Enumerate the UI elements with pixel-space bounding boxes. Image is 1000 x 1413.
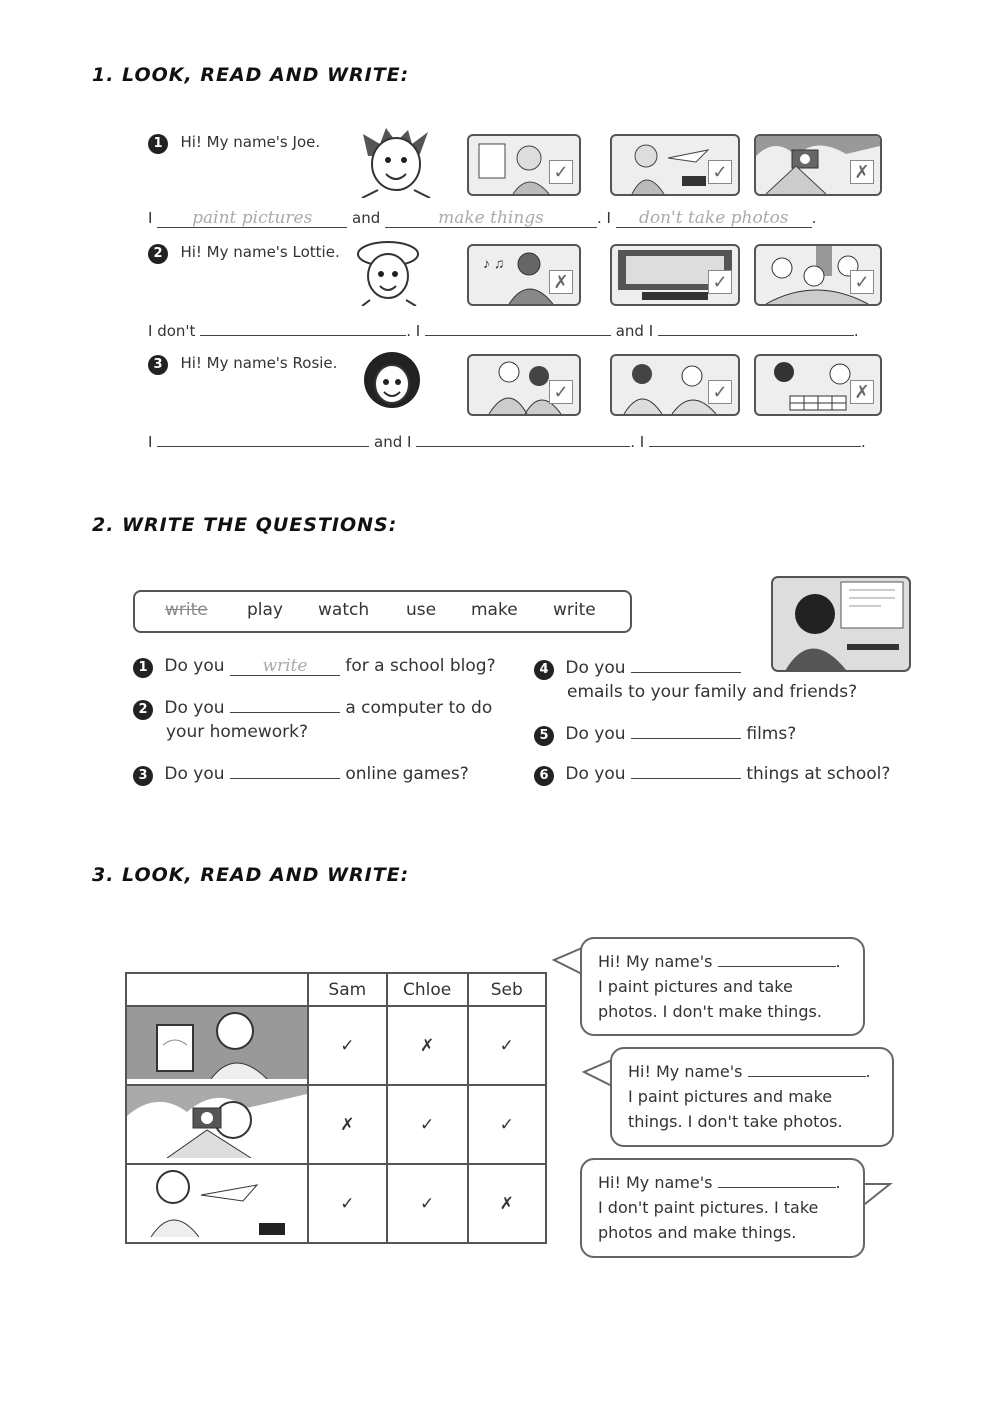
table-header-sam: Sam <box>308 973 387 1006</box>
section-3-heading: 3. LOOK, READ AND WRITE: <box>92 864 410 886</box>
question-5: 5 Do you films? <box>534 722 796 746</box>
picture-making <box>610 134 740 196</box>
answer-blank[interactable] <box>649 430 861 447</box>
table-cell: ✓ <box>308 1164 387 1243</box>
check-mark: ✓ <box>708 270 732 294</box>
question-6: 6 Do you things at school? <box>534 762 890 786</box>
activity-table <box>125 972 547 1244</box>
cross-mark: ✗ <box>850 380 874 404</box>
answer-blank[interactable] <box>416 430 630 447</box>
name-blank[interactable] <box>748 1062 866 1077</box>
section-1-heading: 1. LOOK, READ AND WRITE: <box>92 64 410 86</box>
word-box-word: watch <box>318 600 370 620</box>
sentence-3: I and I . I . <box>148 430 866 451</box>
name-blank[interactable] <box>718 1173 836 1188</box>
activity-painting-picture <box>126 1006 308 1085</box>
word-box-word: play <box>247 600 283 620</box>
name-blank[interactable] <box>718 952 836 967</box>
question-1: 1 Do you write for a school blog? <box>133 656 496 678</box>
table-cell: ✓ <box>468 1006 546 1085</box>
answer-blank[interactable] <box>631 722 741 739</box>
answer-blank[interactable] <box>200 319 406 336</box>
table-cell: ✗ <box>308 1085 387 1164</box>
table-cell: ✓ <box>387 1085 468 1164</box>
answer-paint-pictures[interactable]: paint pictures <box>157 209 347 228</box>
question-4: 4 Do you <box>534 656 741 680</box>
picture-tv <box>610 244 740 306</box>
exercise-1-item-2 <box>148 243 340 264</box>
computer-user-illustration <box>771 576 911 672</box>
table-cell: ✗ <box>387 1006 468 1085</box>
word-box-word: use <box>406 600 437 620</box>
answer-blank[interactable] <box>425 319 611 336</box>
question-number: 1 <box>133 658 153 678</box>
item-number: 2 <box>148 244 168 264</box>
table-header-chloe: Chloe <box>387 973 468 1006</box>
item-intro: Hi! My name's Rosie. <box>180 354 338 372</box>
item-number: 3 <box>148 355 168 375</box>
check-mark: ✓ <box>708 380 732 404</box>
word-box <box>133 590 632 633</box>
exercise-1-item-1 <box>148 133 320 154</box>
check-mark: ✓ <box>708 160 732 184</box>
table-cell: ✓ <box>308 1006 387 1085</box>
question-number: 3 <box>133 766 153 786</box>
rosie-face-illustration <box>354 352 430 414</box>
answer-dont-take-photos[interactable]: don't take photos <box>616 209 812 228</box>
picture-singing <box>467 244 581 306</box>
picture-dancing <box>467 354 581 416</box>
exercise-1-item-3 <box>148 354 337 375</box>
lottie-face-illustration <box>356 240 422 306</box>
answer-blank[interactable] <box>658 319 854 336</box>
answer-blank[interactable] <box>631 762 741 779</box>
check-mark: ✓ <box>549 380 573 404</box>
svg-text:♪ ♫: ♪ ♫ <box>483 255 505 271</box>
answer-blank[interactable] <box>157 430 369 447</box>
question-3: 3 Do you online games? <box>133 762 469 786</box>
speech-bubble-2: Hi! My name's . I paint pictures and make things. I don't take photos. <box>610 1047 894 1147</box>
speech-bubble-3: Hi! My name's . I don't paint pictures. I take photos and make things. <box>580 1158 865 1258</box>
sentence-1: I paint pictures and make things . I don't take photos . <box>148 208 817 228</box>
question-number: 2 <box>133 700 153 720</box>
section-2-heading: 2. WRITE THE QUESTIONS: <box>92 514 398 536</box>
table-corner-cell <box>126 973 308 1006</box>
answer-blank[interactable] <box>230 762 340 779</box>
activity-photos-picture <box>126 1085 308 1164</box>
sentence-2: I don't . I and I . <box>148 319 859 340</box>
word-box-example-word: write <box>165 600 208 620</box>
item-intro: Hi! My name's Lottie. <box>180 243 340 261</box>
question-number: 6 <box>534 766 554 786</box>
question-2: 2 Do you a computer to do <box>133 696 492 720</box>
table-cell: ✓ <box>387 1164 468 1243</box>
check-mark: ✓ <box>549 160 573 184</box>
item-intro: Hi! My name's Joe. <box>180 133 321 151</box>
picture-chess <box>754 354 882 416</box>
answer-blank[interactable] <box>230 696 340 713</box>
question-number: 5 <box>534 726 554 746</box>
table-cell: ✗ <box>468 1164 546 1243</box>
word-box-word: write <box>553 600 596 620</box>
item-number: 1 <box>148 134 168 154</box>
cross-mark: ✗ <box>850 160 874 184</box>
picture-playing <box>610 354 740 416</box>
question-2-continuation: your homework? <box>166 722 308 742</box>
activity-making-picture <box>126 1164 308 1243</box>
answer-write[interactable]: write <box>230 657 340 676</box>
picture-painting <box>467 134 581 196</box>
word-box-word: make <box>471 600 518 620</box>
speech-bubble-1: Hi! My name's . I paint pictures and take photos. I don't make things. <box>580 937 865 1036</box>
check-mark: ✓ <box>850 270 874 294</box>
cross-mark: ✗ <box>549 270 573 294</box>
table-cell: ✓ <box>468 1085 546 1164</box>
picture-friends <box>754 244 882 306</box>
table-header-seb: Seb <box>468 973 546 1006</box>
answer-blank[interactable] <box>631 656 741 673</box>
answer-make-things[interactable]: make things <box>385 209 597 228</box>
question-4-continuation: emails to your family and friends? <box>567 682 858 702</box>
picture-photos <box>754 134 882 196</box>
question-number: 4 <box>534 660 554 680</box>
joe-face-illustration <box>358 126 434 198</box>
